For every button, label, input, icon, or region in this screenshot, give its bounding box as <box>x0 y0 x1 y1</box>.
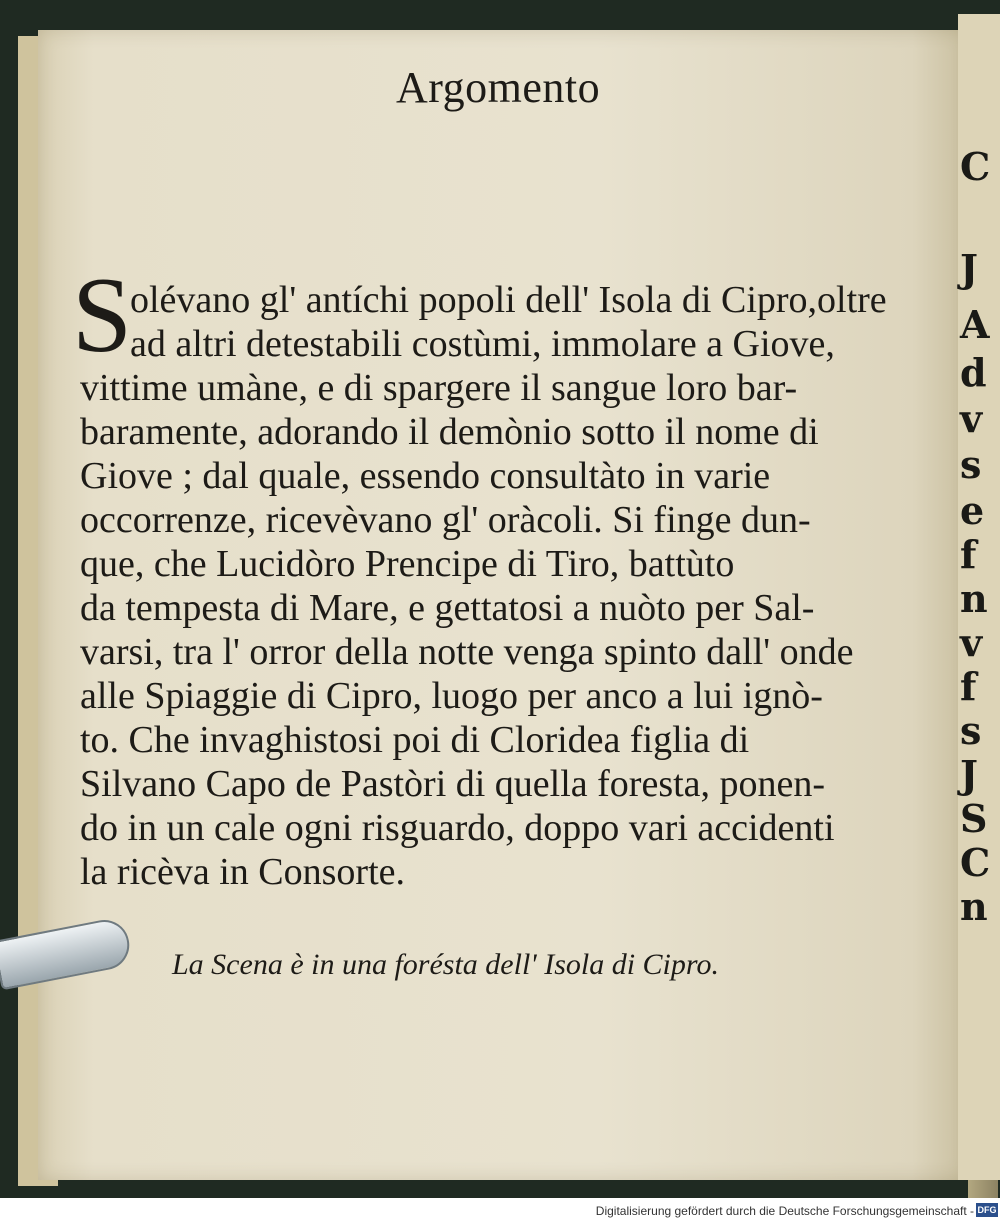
next-page-glyph: J <box>960 246 978 291</box>
text-line: to. Che invaghistosi poi di Cloridea figlia di <box>80 719 750 761</box>
next-page-glyph: d <box>960 350 987 395</box>
text-line: Silvano Capo de Pastòri di quella foresta, ponen- <box>80 763 826 805</box>
next-page-glyph: v <box>960 620 983 665</box>
text-line: da tempesta di Mare, e gettatosi a nuòto per Sal- <box>80 587 815 629</box>
text-line: occorrenze, ricevèvano gl' oràcoli. Si finge dun- <box>80 499 811 541</box>
next-page-glyph: J <box>960 752 978 797</box>
next-page-glyph: C <box>960 144 991 189</box>
next-page-glyph: s <box>960 708 982 753</box>
page-heading: Argomento <box>396 63 601 112</box>
next-page-glyph: f <box>960 532 977 577</box>
drop-cap: S <box>72 256 133 375</box>
next-page-glyph: S <box>960 796 988 841</box>
funding-credit: Digitalisierung gefördert durch die Deutsche Forschungsgemeinschaft - <box>595 1204 974 1218</box>
next-page-glyph: e <box>960 488 985 533</box>
dfg-logo: DFG <box>977 1205 997 1215</box>
text-line: alle Spiaggie di Cipro, luogo per anco a lui ignò- <box>80 675 823 717</box>
text-line: olévano gl' antíchi popoli dell' Isola di Cipro,oltre <box>130 279 887 321</box>
text-line: ad altri detestabili costùmi, immolare a Giove, <box>130 323 835 365</box>
next-page-glyph: A <box>960 302 990 347</box>
next-page-glyph: n <box>960 884 988 929</box>
footer-bar <box>0 1198 1000 1224</box>
text-line: Giove ; dal quale, essendo consultàto in varie <box>80 455 771 497</box>
text-line: baramente, adorando il demònio sotto il nome di <box>80 411 819 453</box>
text-line: que, che Lucidòro Prencipe di Tiro, battùto <box>80 543 735 585</box>
next-page-strip <box>958 14 1000 1180</box>
next-page-glyph: v <box>960 396 983 441</box>
next-page-glyph: n <box>960 576 988 621</box>
text-line: varsi, tra l' orror della notte venga spinto dall' onde <box>80 631 854 673</box>
text-line: la ricèva in Consorte. <box>80 851 406 893</box>
next-page-glyph: f <box>960 664 977 709</box>
text-line: vittime umàne, e di spargere il sangue loro bar- <box>80 367 798 409</box>
next-page-glyph: C <box>960 840 991 885</box>
scene-caption: La Scena è in una forésta dell' Isola di Cipro. <box>172 948 719 981</box>
next-page-glyph: s <box>960 442 982 487</box>
text-line: do in un cale ogni risguardo, doppo vari accidenti <box>80 807 835 849</box>
